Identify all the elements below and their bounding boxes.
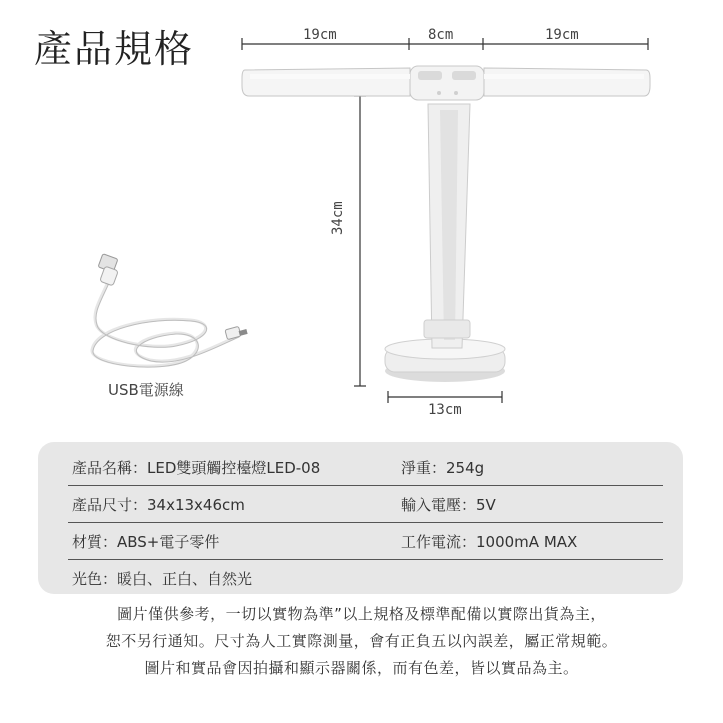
disclaimer-line-2: 恕不另行通知。尺寸為人工實際測量，會有正負五以內誤差，屬正常規範。 <box>105 632 618 650</box>
spec-net-weight: 淨重：254g <box>401 459 485 477</box>
spec-working-current: 工作電流：1000mA MAX <box>401 533 578 551</box>
spec-input-voltage: 輸入電壓：5V <box>401 496 496 514</box>
dim-left-arm-label: 19cm <box>303 27 337 43</box>
spec-table <box>38 442 683 594</box>
micro-usb-plug-icon <box>225 326 248 339</box>
dim-right-arm-label: 19cm <box>545 27 579 43</box>
page-title: 產品規格 <box>34 27 195 71</box>
dim-height-label: 34cm <box>330 201 346 235</box>
disclaimer-line-3: 圖片和實品會因拍攝和顯示器關係，而有色差，皆以實品為主。 <box>144 659 579 677</box>
spec-row <box>68 522 663 560</box>
spec-row <box>68 559 663 596</box>
spec-product-name: 產品名稱：LED雙頭觸控檯燈LED-08 <box>72 459 321 477</box>
spec-row <box>68 485 663 523</box>
spec-material: 材質：ABS+電子零件 <box>72 533 220 551</box>
dim-center-label: 8cm <box>428 27 454 43</box>
usb-a-plug-icon <box>98 254 118 286</box>
usb-cable <box>92 282 239 367</box>
spec-row <box>68 448 663 486</box>
spec-light-color: 光色：暖白、正白、自然光 <box>72 570 253 588</box>
spec-product-size: 產品尺寸：34x13x46cm <box>72 496 245 514</box>
usb-cable-label: USB電源線 <box>108 381 184 399</box>
lamp <box>242 66 650 382</box>
dim-base-label: 13cm <box>428 402 462 418</box>
disclaimer-line-1: 圖片僅供參考，一切以實物為準”以上規格及標準配備以實際出貨為主， <box>117 605 606 623</box>
